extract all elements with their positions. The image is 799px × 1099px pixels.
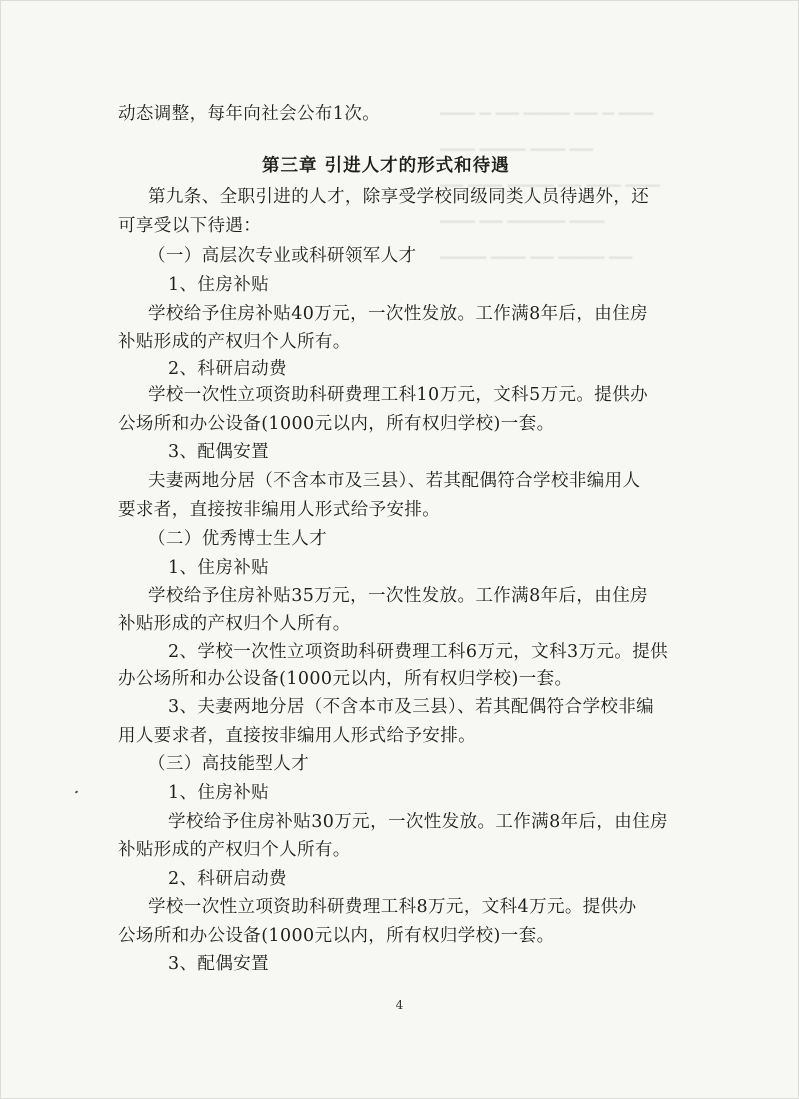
text-line: 1、住房补贴	[168, 275, 270, 295]
text-line: 学校一次性立项资助科研费理工科8万元，文科4万元。提供办	[148, 897, 637, 917]
text-line: 学校一次性立项资助科研费理工科10万元，文科5万元。提供办	[148, 385, 648, 405]
text-line: 3、夫妻两地分居（不含本市及三县）、若其配偶符合学校非编	[168, 697, 655, 717]
page-number: 4	[395, 998, 404, 1012]
text-line: 公场所和办公设备(1000元以内，所有权归学校)一套。	[118, 926, 555, 946]
text-line: 动态调整，每年向社会公布1次。	[118, 104, 381, 124]
text-line: 用人要求者，直接按非编用人形式给予安排。	[118, 726, 476, 746]
text-line: 1、住房补贴	[168, 558, 270, 578]
text-line: 补贴形成的产权归个人所有。	[118, 840, 351, 860]
section-heading: （一）高层次专业或科研领军人才	[148, 246, 417, 266]
text-line: 2、学校一次性立项资助科研费理工科6万元，文科3万元。提供	[168, 642, 668, 662]
bleed-through-text: ▁▁▁ ▁ ▁▁ ▁▁▁▁ ▁▁ ▁ ▁▁▁ ▁▁▁ ▁▁▁▁ ▁▁▁ ▁▁ ▁▁ ▁▁▁ ▁▁▁▁ ▁▁ ▁▁▁ ▁▁▁ ▁▁▁ ▁▁ ▁▁▁▁▁ ▁▁▁ ▁▁▁▁ ▁▁▁ ▁▁ ▁▁▁▁ ▁▁	[440, 97, 660, 259]
text-line: 1、住房补贴	[168, 783, 270, 803]
text-line: 3、配偶安置	[168, 954, 270, 974]
section-heading: （三）高技能型人才	[148, 754, 310, 774]
text-line: 2、科研启动费	[168, 359, 287, 379]
text-line: 要求者，直接按非编用人形式给予安排。	[118, 500, 441, 520]
chapter-title: 第三章 引进人才的形式和待遇	[262, 156, 510, 176]
text-line: 补贴形成的产权归个人所有。	[118, 332, 351, 352]
text-line: 学校给予住房补贴35万元，一次性发放。工作满8年后，由住房	[148, 586, 648, 606]
text-line: 夫妻两地分居（不含本市及三县）、若其配偶符合学校非编用人	[148, 471, 641, 491]
section-heading: （二）优秀博士生人才	[148, 529, 327, 549]
text-line: 第九条、全职引进的人才，除享受学校同级同类人员待遇外，还	[148, 187, 650, 207]
text-line: 2、科研启动费	[168, 869, 287, 889]
text-line: 补贴形成的产权归个人所有。	[118, 614, 351, 634]
text-line: 学校给予住房补贴30万元，一次性发放。工作满8年后，由住房	[168, 812, 668, 832]
text-line: 3、配偶安置	[168, 442, 270, 462]
text-line: 学校给予住房补贴40万元，一次性发放。工作满8年后，由住房	[148, 304, 648, 324]
text-line: 办公场所和办公设备(1000元以内，所有权归学校)一套。	[118, 669, 573, 689]
text-line: 可享受以下待遇：	[118, 216, 262, 236]
text-line: 公场所和办公设备(1000元以内，所有权归学校)一套。	[118, 414, 555, 434]
